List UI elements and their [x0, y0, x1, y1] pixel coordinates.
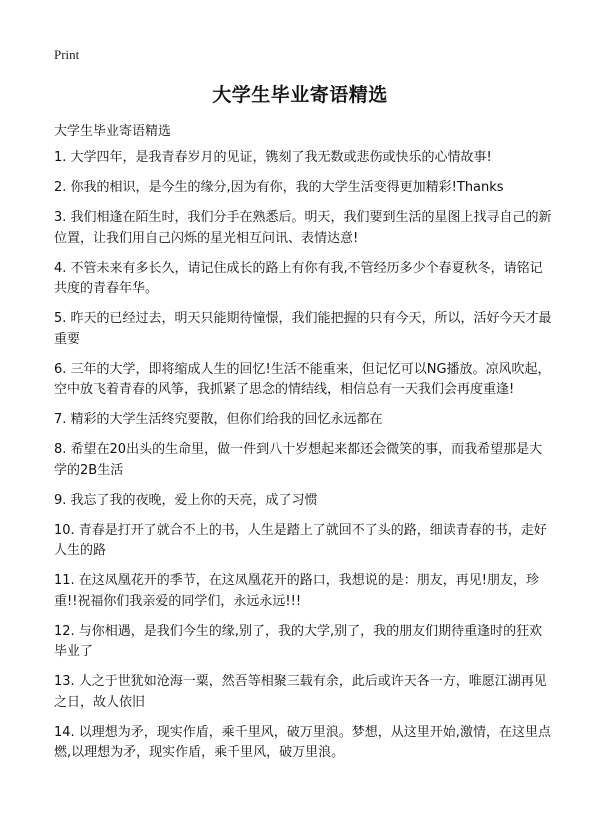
list-item: 7. 精彩的大学生活终究要散，但你们给我的回忆永远都在 [54, 412, 383, 427]
list-item: 14. 以理想为矛，现实作盾，乘千里风，破万里浪。梦想，从这里开始,激情，在这里点燃,以理想为矛，现实作盾，乘千里风，破万里浪。 [54, 724, 551, 760]
message-list [54, 148, 554, 773]
print-link[interactable]: Print [54, 47, 80, 62]
list-item: 13. 人之于世犹如沧海一粟，然吾等相聚三载有余，此后或许天各一方，唯愿江湖再见之日，故人依旧 [54, 674, 547, 710]
document-subtitle: 大学生毕业寄语精选 [54, 124, 172, 139]
list-item: 2. 你我的相识，是今生的缘分,因为有你，我的大学生活变得更加精彩!Thanks [54, 180, 504, 195]
list-item: 9. 我忘了我的夜晚，爱上你的天亮，成了习惯 [54, 492, 318, 508]
list-item: 1. 大学四年，是我青春岁月的见证，镌刻了我无数或悲伤或快乐的心情故事! [54, 150, 492, 165]
list-item: 5. 昨天的已经过去，明天只能期待憧憬，我们能把握的只有今天，所以，活好今天才最重要 [54, 311, 552, 347]
list-item: 4. 不管未来有多长久，请记住成长的路上有你有我,不管经历多少个春夏秋冬，请铭记共度的青春年华。 [54, 260, 543, 296]
list-item: 3. 我们相逢在陌生时，我们分手在熟悉后。明天，我们要到生活的星图上找寻自己的新位置，让我们用自己闪烁的星光相互问讯、表情达意! [54, 210, 552, 246]
page-title: 大学生毕业寄语精选 [212, 84, 388, 106]
list-item: 10. 青春是打开了就合不上的书，人生是踏上了就回不了头的路，细读青春的书，走好人生的路 [54, 522, 547, 558]
list-item: 12. 与你相遇，是我们今生的缘,别了，我的大学,别了，我的朋友们期待重逢时的狂欢毕业了 [54, 623, 543, 659]
list-item: 11. 在这凤凰花开的季节，在这凤凰花开的路口，我想说的是：朋友，再见!朋友，珍重!!祝福你们我亲爱的同学们，永远永远!!! [54, 573, 540, 609]
list-item: 8. 希望在20出头的生命里，做一件到八十岁想起来都还会微笑的事，而我希望那是大学的2B生活 [54, 442, 543, 478]
list-item: 6. 三年的大学，即将缩成人生的回忆!生活不能重来，但记忆可以NG播放。凉风吹起，空中放飞着青春的风筝，我抓紧了思念的情结线，相信总有一天我们会再度重逢! [54, 361, 551, 397]
